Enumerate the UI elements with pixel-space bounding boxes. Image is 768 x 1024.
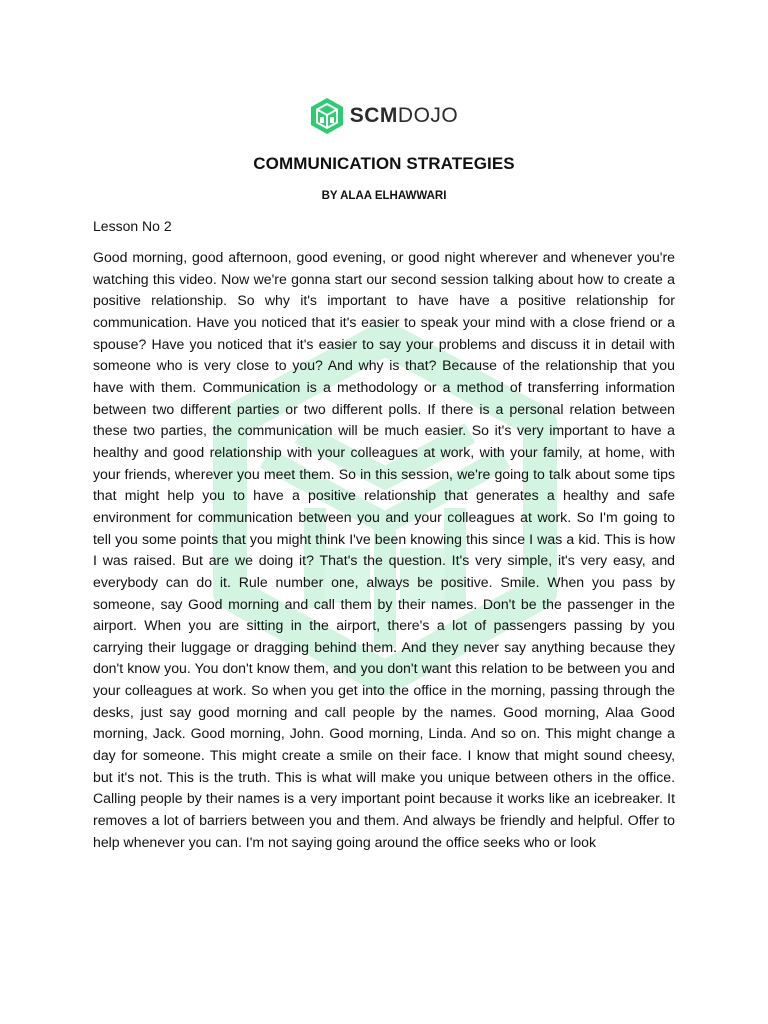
document-author: BY ALAA ELHAWWARI (321, 190, 447, 202)
brand-name (350, 104, 459, 128)
brand-logo (0, 96, 768, 136)
body-paragraph: Good morning, good afternoon, good evening, or good night wherever and whenever you're watching this video. Now we're gonna start our second session talking about how to create a positive relationship. So why it's important to have have a positive relationship for communication. Have you noticed that it's easier to speak your mind with a close friend or a spouse? Have you noticed that it's easier to say your problems and discuss it in detail with someone who is very close to you? And why is that? Because of the relationship that you have with them. Communication is a methodology or a method of transferring information between two different parties or two different polls. If there is a personal relation between these two parties, the communication will be much easier. So it's very important to have a healthy and good relationship with your colleagues at work, with your family, at home, with your friends, wherever you meet them. So in this session, we're going to talk about some tips that might help you to have a positive relationship that generates a healthy and safe environment for communication between you and your colleagues at work. So I'm going to tell you some points that you might think I've been knowing this since I was a kid. This is how I was raised. But are we doing it? That's the question. It's very simple, it's very easy, and everybody can do it. Rule number one, always be positive. Smile. When you pass by someone, say Good morning and call them by their names. Don't be the passenger in the airport. When you are sitting in the airport, there's a lot of passengers passing by you carrying their luggage or dragging behind them. And they never say anything because they don't know you. You don't know them, and you don't want this relation to be between you and your colleagues at work. So when you get into the office in the morning, passing through the desks, just say good morning and call people by the names. Good morning, Alaa Good morning, Jack. Good morning, John. Good morning, Linda. And so on. This might change a day for someone. This might create a smile on their face. I know that might sound cheesy, but it's not. This is the truth. This is what will make you unique between others in the office. Calling people by their names is a very important point because it works like an icebreaker. It removes a lot of barriers between you and them. And always be friendly and helpful. Offer to help whenever you can. I'm not saying going around the office seeks who or look (93, 249, 675, 850)
scmdojo-cube-icon (310, 97, 344, 135)
lesson-label: Lesson No 2 (93, 218, 172, 234)
document-title: COMMUNICATION STRATEGIES (253, 154, 515, 173)
brand-name-light: DOJO (397, 104, 459, 127)
brand-name-bold: SCM (349, 104, 398, 127)
